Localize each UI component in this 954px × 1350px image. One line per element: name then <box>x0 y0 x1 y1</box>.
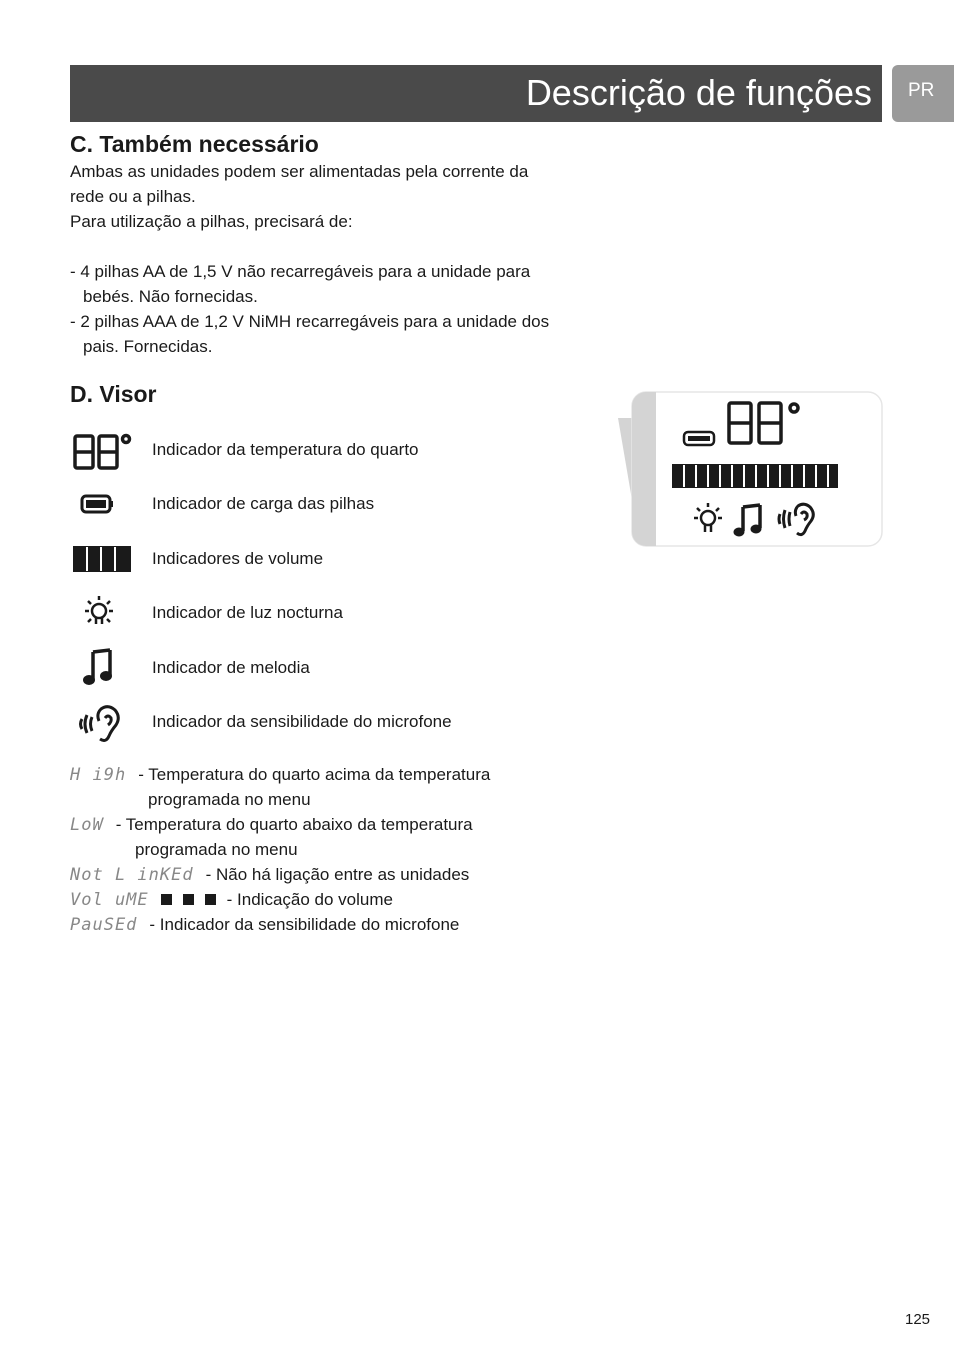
lcd-text-low-cont: programada no menu <box>135 840 298 859</box>
page-title: Descrição de funções <box>525 72 872 113</box>
music-note-icon <box>82 647 116 687</box>
lcd-code-low: LoW <box>70 815 104 835</box>
lcd-code-volume: Vol uME <box>70 890 149 910</box>
battery-bullet-1: - 4 pilhas AA de 1,5 V não recarregáveis para a unidade para bebés. Não fornecidas. <box>70 262 531 306</box>
display-pointer <box>618 418 632 500</box>
language-tab <box>892 65 954 122</box>
lcd-message-volume <box>70 887 393 913</box>
nightlight-icon <box>80 594 118 632</box>
lcd-message-high <box>70 762 490 788</box>
lcd-text-paused: - Indicador da sensibilidade do microfone <box>149 915 460 934</box>
display-volume-bars <box>672 464 838 488</box>
battery-bullet-2: - 2 pilhas AAA de 1,2 V NiMH recarregáveis para a unidade dos pais. Fornecidas. <box>70 312 550 356</box>
indicator-label-temperature: Indicador da temperatura do quarto <box>152 440 419 459</box>
display-side-strip <box>632 392 656 546</box>
temperature-digits-icon <box>72 432 134 472</box>
lcd-message-low <box>70 812 473 838</box>
indicator-label-microphone: Indicador da sensibilidade do microfone <box>152 712 452 731</box>
lcd-code-paused: PauSEd <box>70 915 138 935</box>
indicator-label-battery: Indicador de carga das pilhas <box>152 494 375 513</box>
lcd-code-not-linked: Not L inKEd <box>70 865 194 885</box>
section-c-para1-line1: Ambas as unidades podem ser alimentadas pela corrente da <box>70 162 529 181</box>
lcd-text-high-cont: programada no menu <box>148 790 311 809</box>
section-c-para1-line2: rede ou a pilhas. <box>70 187 196 206</box>
section-d-heading: D. Visor <box>70 381 157 407</box>
volume-bars-icon <box>72 545 132 573</box>
volume-square-3 <box>205 894 216 905</box>
lcd-message-paused <box>70 912 459 938</box>
page-number: 125 <box>905 1311 931 1328</box>
language-tab-label: PR <box>908 80 935 101</box>
lcd-text-high: - Temperatura do quarto acima da temperatura <box>138 765 491 784</box>
indicator-label-volume: Indicadores de volume <box>152 549 324 568</box>
volume-square-2 <box>183 894 194 905</box>
header-bar <box>70 65 882 122</box>
ear-sensitivity-icon <box>78 703 122 745</box>
lcd-text-not-linked: - Não há ligação entre as unidades <box>205 865 470 884</box>
lcd-code-high: H i9h <box>70 765 127 785</box>
battery-icon <box>80 494 114 514</box>
lcd-message-not-linked <box>70 862 469 888</box>
section-c-heading: C. Também necessário <box>70 131 319 157</box>
section-c-para2: Para utilização a pilhas, precisará de: <box>70 212 353 231</box>
indicator-label-melody: Indicador de melodia <box>152 658 310 677</box>
lcd-text-low: - Temperatura do quarto abaixo da temperatura <box>115 815 473 834</box>
lcd-text-volume: - Indicação do volume <box>226 890 393 909</box>
indicator-label-nightlight: Indicador de luz nocturna <box>152 603 343 622</box>
volume-square-1 <box>161 894 172 905</box>
lcd-display-illustration <box>590 390 884 548</box>
